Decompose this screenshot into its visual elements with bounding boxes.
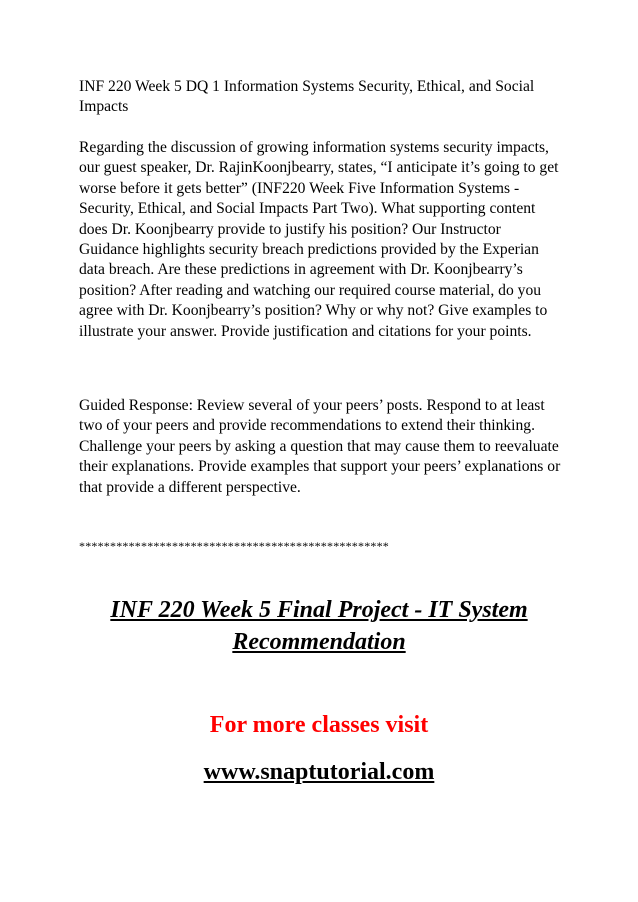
website-link[interactable]: www.snaptutorial.com: [203, 759, 435, 785]
discussion-prompt-paragraph: Regarding the discussion of growing information systems security impacts, our guest speaker, Dr. RajinKoonjbearry, states, “I anticipate it’s going to get worse before it gets better” (INF220 Week Five Information Systems - Security, Ethical, and Social Impacts Part Two). What supporting content does Dr. Koonjbearry provide to justify his position? Our Instructor Guidance highlights security breach predictions provided by the Experian data breach. Are these predictions in agreement with Dr. Koonjbearry’s position? After reading and watching our required course material, do you agree with Dr. Koonjbearry’s position? Why or why not? Give examples to illustrate your answer. Provide justification and citations for your points.: [79, 139, 559, 340]
promo-text: For more classes visit: [209, 712, 429, 738]
guided-response-paragraph: Guided Response: Review several of your peers’ posts. Respond to at least two of your peers and provide recommendations to extend their thinking. Challenge your peers by asking a question that may cause them to reevaluate their explanations. Provide examples that support your peers’ explanations or that provide a different perspective.: [79, 397, 561, 496]
discussion-title: INF 220 Week 5 DQ 1 Information Systems Security, Ethical, and Social Impacts: [79, 78, 535, 116]
final-project-heading: INF 220 Week 5 Final Project - IT System Recommendation: [110, 597, 528, 655]
separator-line: **************************************************: [79, 539, 389, 553]
